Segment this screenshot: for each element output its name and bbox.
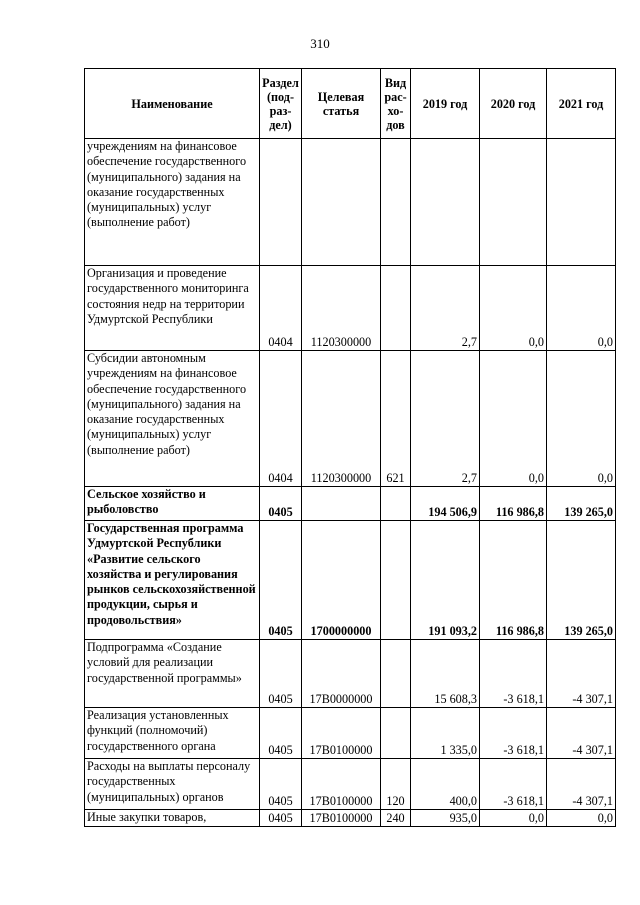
- row-2021: -4 307,1: [547, 640, 616, 708]
- header-row: [85, 69, 616, 139]
- row-target: [302, 139, 381, 266]
- row-2021: 0,0: [547, 810, 616, 827]
- row-section: 0405: [260, 708, 302, 759]
- row-target: [302, 487, 381, 521]
- row-2021: -4 307,1: [547, 708, 616, 759]
- row-section: 0405: [260, 521, 302, 640]
- row-2019: 935,0: [411, 810, 480, 827]
- row-2019: 15 608,3: [411, 640, 480, 708]
- row-name: Государственная программа Удмуртской Республики «Развитие сельского хозяйства и регулирования рынков сельскохозяйственной продукции, сырья и продовольствия»: [85, 521, 260, 640]
- row-target: 17В0100000: [302, 708, 381, 759]
- row-type: [381, 521, 411, 640]
- row-2021: 139 265,0: [547, 487, 616, 521]
- row-section: 0405: [260, 487, 302, 521]
- row-2020: -3 618,1: [480, 708, 547, 759]
- row-name: Подпрограмма «Создание условий для реализации государственной программы»: [85, 640, 260, 708]
- row-type: [381, 708, 411, 759]
- table-row: [85, 759, 616, 810]
- row-2019: 191 093,2: [411, 521, 480, 640]
- page-number: 310: [310, 36, 330, 51]
- row-type: [381, 487, 411, 521]
- row-2021: 0,0: [547, 266, 616, 351]
- row-type: 621: [381, 351, 411, 487]
- table-row: [85, 139, 616, 266]
- row-target: 17В0100000: [302, 759, 381, 810]
- row-section: 0405: [260, 759, 302, 810]
- row-target: 17В0000000: [302, 640, 381, 708]
- header-2021: 2021 год: [547, 69, 616, 139]
- table-row: [85, 708, 616, 759]
- header-target: Целевая статья: [302, 69, 381, 139]
- row-2021: [547, 139, 616, 266]
- row-2020: 116 986,8: [480, 521, 547, 640]
- table-row: [85, 487, 616, 521]
- row-name: учреждениям на финансовое обеспечение государственного (муниципального) задания на оказание государственных (муниципальных) услуг (выполнение работ): [85, 139, 260, 266]
- row-2019: [411, 139, 480, 266]
- row-type: [381, 640, 411, 708]
- row-2021: 0,0: [547, 351, 616, 487]
- row-2019: 194 506,9: [411, 487, 480, 521]
- row-2020: 0,0: [480, 351, 547, 487]
- row-section: 0405: [260, 810, 302, 827]
- budget-table: [84, 68, 616, 827]
- row-name: Расходы на выплаты персоналу государственных (муниципальных) органов: [85, 759, 260, 810]
- row-2020: -3 618,1: [480, 640, 547, 708]
- table-row: [85, 810, 616, 827]
- row-target: 1120300000: [302, 266, 381, 351]
- row-name: Реализация установленных функций (полномочий) государственного органа: [85, 708, 260, 759]
- table-row: [85, 351, 616, 487]
- row-section: 0405: [260, 640, 302, 708]
- row-2021: 139 265,0: [547, 521, 616, 640]
- row-target: 17В0100000: [302, 810, 381, 827]
- header-type: Вид рас-хо-дов: [381, 69, 411, 139]
- row-type: 120: [381, 759, 411, 810]
- row-name: Субсидии автономным учреждениям на финансовое обеспечение государственного (муниципального) задания на оказание государственных (муниципальных) услуг (выполнение работ): [85, 351, 260, 487]
- table-body: [85, 139, 616, 827]
- row-2019: 2,7: [411, 351, 480, 487]
- row-name: Организация и проведение государственного мониторинга состояния недр на территории Удмуртской Республики: [85, 266, 260, 351]
- row-target: 1120300000: [302, 351, 381, 487]
- table-row: [85, 521, 616, 640]
- row-name: Сельское хозяйство и рыболовство: [85, 487, 260, 521]
- row-type: [381, 139, 411, 266]
- table-row: [85, 640, 616, 708]
- row-2020: -3 618,1: [480, 759, 547, 810]
- row-section: [260, 139, 302, 266]
- header-section: Раздел (под-раз-дел): [260, 69, 302, 139]
- row-section: 0404: [260, 266, 302, 351]
- row-2020: 0,0: [480, 810, 547, 827]
- row-2019: 400,0: [411, 759, 480, 810]
- row-2021: -4 307,1: [547, 759, 616, 810]
- header-2019: 2019 год: [411, 69, 480, 139]
- row-section: 0404: [260, 351, 302, 487]
- row-2019: 2,7: [411, 266, 480, 351]
- header-name: Наименование: [85, 69, 260, 139]
- row-type: [381, 266, 411, 351]
- header-2020: 2020 год: [480, 69, 547, 139]
- table-row: [85, 266, 616, 351]
- row-type: 240: [381, 810, 411, 827]
- row-2020: [480, 139, 547, 266]
- row-name: Иные закупки товаров,: [85, 810, 260, 827]
- row-2020: 116 986,8: [480, 487, 547, 521]
- row-target: 1700000000: [302, 521, 381, 640]
- row-2020: 0,0: [480, 266, 547, 351]
- row-2019: 1 335,0: [411, 708, 480, 759]
